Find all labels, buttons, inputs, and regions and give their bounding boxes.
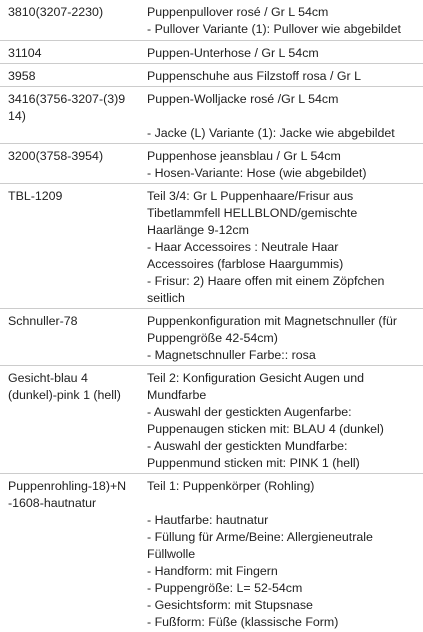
article-number-line: 31104: [8, 46, 42, 60]
order-item-row: [0, 365, 423, 473]
item-description-line: Tibetlammfell HELLBLOND/gemischte: [147, 206, 358, 220]
item-description-line: - Magnetschnuller Farbe:: rosa: [147, 348, 316, 362]
item-description-line: - Auswahl der gestickten Mundfarbe:: [147, 439, 348, 453]
order-item-row: [0, 40, 423, 63]
item-description: [147, 478, 419, 631]
item-description-line: Haarlänge 9-12cm: [147, 223, 249, 237]
item-description-line: [147, 495, 419, 512]
item-description-line: - Füllung für Arme/Beine: Allergieneutrale: [147, 530, 373, 544]
article-number-line: Schnuller-78: [8, 314, 78, 328]
article-number: [8, 68, 138, 85]
article-number: [8, 188, 138, 205]
item-description-line: - Haar Accessoires : Neutrale Haar: [147, 240, 339, 254]
article-number: [8, 45, 138, 62]
item-description: [147, 370, 419, 472]
article-number: [8, 148, 138, 165]
order-item-row: [0, 473, 423, 632]
order-item-row: [0, 183, 423, 308]
item-description-line: - Jacke (L) Variante (1): Jacke wie abgebildet: [147, 126, 395, 140]
article-number-line: 3416(3756-3207-(3)9: [8, 92, 126, 106]
item-description: [147, 148, 419, 182]
item-description-line: Puppenhose jeansblau / Gr L 54cm: [147, 149, 341, 163]
item-description-line: - Handform: mit Fingern: [147, 564, 278, 578]
item-description-line: - Pullover Variante (1): Pullover wie abgebildet: [147, 22, 401, 36]
item-description: [147, 45, 419, 62]
item-description-line: seitlich: [147, 291, 185, 305]
item-description: [147, 68, 419, 85]
order-item-row: [0, 0, 423, 40]
item-description: [147, 188, 419, 307]
order-item-row: [0, 86, 423, 143]
article-number: [8, 91, 138, 125]
item-description-line: Mundfarbe: [147, 388, 207, 402]
item-description-line: - Frisur: 2) Haare offen mit einem Zöpfchen: [147, 274, 385, 288]
order-item-row: [0, 63, 423, 86]
item-description-line: Puppenkonfiguration mit Magnetschnuller (für: [147, 314, 398, 328]
item-description-line: [147, 108, 419, 125]
article-number: [8, 478, 138, 512]
item-description: [147, 313, 419, 364]
article-number-line: 14): [8, 109, 26, 123]
item-description-line: Puppenpullover rosé / Gr L 54cm: [147, 5, 329, 19]
item-description: [147, 91, 419, 142]
item-description-line: Teil 1: Puppenkörper (Rohling): [147, 479, 315, 493]
order-item-row: [0, 143, 423, 183]
article-number: [8, 4, 138, 21]
item-description-line: - Hosen-Variante: Hose (wie abgebildet): [147, 166, 367, 180]
article-number-line: 3200(3758-3954): [8, 149, 104, 163]
item-description-line: - Hautfarbe: hautnatur: [147, 513, 269, 527]
item-description-line: - Fußform: Füße (klassische Form): [147, 615, 339, 629]
article-number: [8, 370, 138, 404]
item-description-line: Puppen-Unterhose / Gr L 54cm: [147, 46, 319, 60]
article-number-line: 3958: [8, 69, 36, 83]
item-description-line: - Gesichtsform: mit Stupsnase: [147, 598, 313, 612]
item-description-line: Puppen-Wolljacke rosé /Gr L 54cm: [147, 92, 339, 106]
item-description-line: - Puppengröße: L= 52-54cm: [147, 581, 303, 595]
article-number-line: (dunkel)-pink 1 (hell): [8, 388, 121, 402]
item-description-line: Accessoires (farblose Haargummis): [147, 257, 344, 271]
item-description-line: - Auswahl der gestickten Augenfarbe:: [147, 405, 352, 419]
item-description: [147, 4, 419, 38]
article-number-line: -1608-hautnatur: [8, 496, 97, 510]
item-description-line: Teil 3/4: Gr L Puppenhaare/Frisur aus: [147, 189, 354, 203]
item-description-line: Puppengröße 42-54cm): [147, 331, 278, 345]
item-description-line: Füllwolle: [147, 547, 196, 561]
item-description-line: Teil 2: Konfiguration Gesicht Augen und: [147, 371, 364, 385]
item-description-line: Puppenmund sticken mit: PINK 1 (hell): [147, 456, 360, 470]
article-number: [8, 313, 138, 330]
article-number-line: Puppenrohling-18)+N: [8, 479, 127, 493]
item-description-line: Puppenschuhe aus Filzstoff rosa / Gr L: [147, 69, 361, 83]
item-description-line: Puppenaugen sticken mit: BLAU 4 (dunkel): [147, 422, 384, 436]
order-item-row: [0, 308, 423, 365]
article-number-line: Gesicht-blau 4: [8, 371, 88, 385]
article-number-line: 3810(3207-2230): [8, 5, 104, 19]
article-number-line: TBL-1209: [8, 189, 63, 203]
